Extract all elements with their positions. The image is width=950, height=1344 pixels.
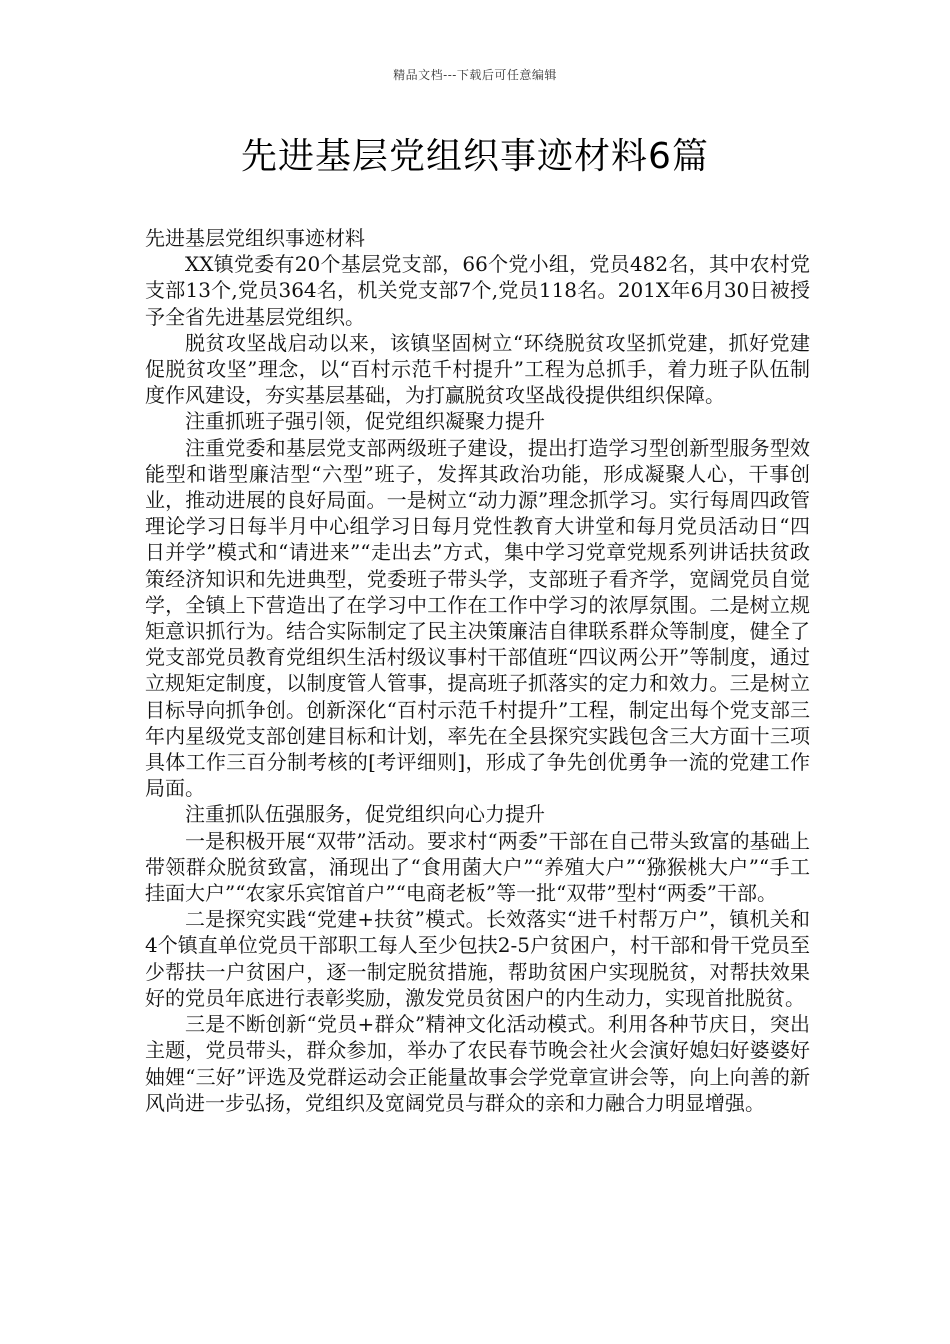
paragraph: 注重党委和基层党支部两级班子建设，提出打造学习型创新型服务型效能型和谐型廉洁型“六型”班子，发挥其政治功能，形成凝聚人心，干事创业，推动进展的良好局面。一是树立“动力源”理念抓学习。实行每周四政管理论学习日每半月中心组学习日每月党性教育大讲堂和每月党员活动日“四日并学”模式和“请进来”“走出去”方式，集中学习党章党规系列讲话扶贫政策经济知识和先进典型，党委班子带头学，支部班子看齐学，宽阔党员自觉学，全镇上下营造出了在学习中工作在工作中学习的浓厚氛围。二是树立规矩意识抓行为。结合实际制定了民主决策廉洁自律联系群众等制度，健全了党支部党员教育党组织生活村级议事村干部值班“四议两公开”等制度，通过立规矩定制度，以制度管人管事，提高班子抓落实的定力和效力。三是树立目标导向抓争创。创新深化“百村示范千村提升”工程，制定出每个党支部三年内星级党支部创建目标和计划，率先在全县探究实践包含三大方面十三项具体工作三百分制考核的[考评细则]，形成了争先创优勇争一流的党建工作局面。 [145,435,810,801]
subheading: 注重抓班子强引领，促党组织凝聚力提升 [185,409,545,434]
subheading: 注重抓队伍强服务，促党组织向心力提升 [185,802,545,827]
document-title: 先进基层党组织事迹材料6篇 [241,136,709,177]
paragraph: 脱贫攻坚战启动以来，该镇坚固树立“环绕脱贫攻坚抓党建，抓好党建促脱贫攻坚”理念，以“百村示范千村提升”工程为总抓手，着力班子队伍制度作风建设，夯实基层基础，为打赢脱贫攻坚战役提供组织保障。 [145,330,810,408]
paragraph: 三是不断创新“党员+群众”精神文化活动模式。利用各种节庆日，突出主题，党员带头，群众参加，举办了农民春节晚会社火会演好媳妇好婆婆好妯娌“三好”评选及党群运动会正能量故事会学党章宣讲会等，向上向善的新风尚进一步弘扬，党组织及宽阔党员与群众的亲和力融合力明显增强。 [145,1012,810,1115]
section-heading: 先进基层党组织事迹材料 [145,226,365,250]
page-header-note: 精品文档---下载后可任意编辑 [393,68,557,82]
document-body [145,225,810,1116]
paragraph: 二是探究实践“党建+扶贫”模式。长效落实“进千村帮万户”，镇机关和4个镇直单位党员干部职工每人至少包扶2-5户贫困户，村干部和骨干党员至少帮扶一户贫困户，逐一制定脱贫措施，帮助贫困户实现脱贫，对帮扶效果好的党员年底进行表彰奖励，激发党员贫困户的内生动力，实现首批脱贫。 [145,907,810,1010]
paragraph: 一是积极开展“双带”活动。要求村“两委”干部在自己带头致富的基础上带领群众脱贫致富，涌现出了“食用菌大户”“养殖大户”“猕猴桃大户”“手工挂面大户”“农家乐宾馆首户”“电商老板”等一批“双带”型村“两委”干部。 [145,828,810,906]
paragraph: XX镇党委有20个基层党支部，66个党小组，党员482名，其中农村党支部13个,党员364名，机关党支部7个,党员118名。201X年6月30日被授予全省先进基层党组织。 [145,252,810,329]
